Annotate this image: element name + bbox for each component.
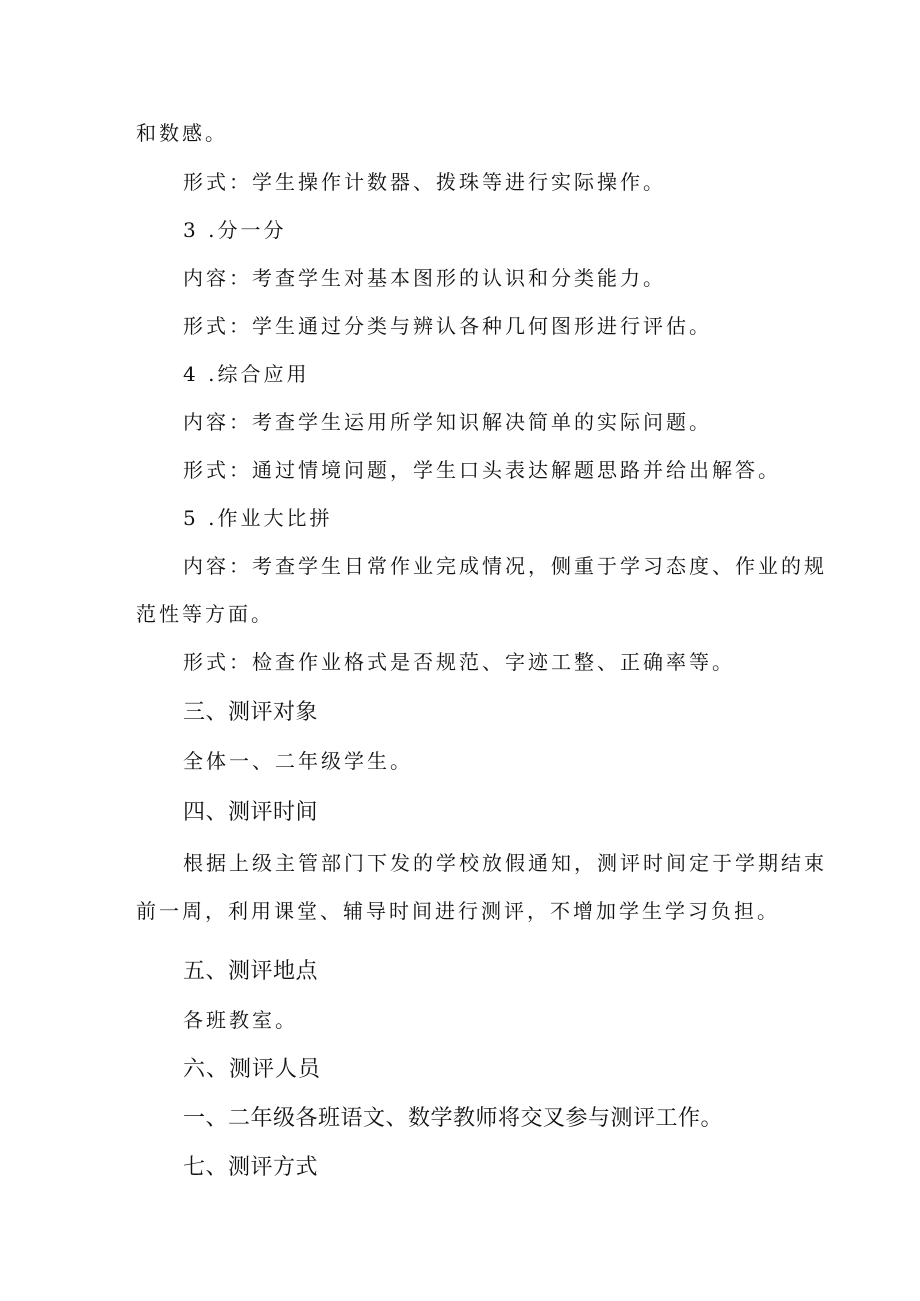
text-line-17: 前一周，利用课堂、辅导时间进行测评，不增加学生学习负担。 bbox=[136, 899, 780, 923]
text-line-5: 形式：学生通过分类与辨认各种几何图形进行评估。 bbox=[183, 314, 712, 338]
text-line-10: 内容：考查学生日常作业完成情况，侧重于学习态度、作业的规 bbox=[183, 554, 827, 578]
list-item-heading-5: 5 .作业大比拼 bbox=[183, 506, 333, 530]
text-line-2: 形式：学生操作计数器、拨珠等进行实际操作。 bbox=[183, 170, 666, 194]
section-heading-5: 五、测评地点 bbox=[183, 959, 319, 984]
list-item-heading-4: 4 .综合应用 bbox=[183, 362, 310, 386]
list-item-heading-3: 3 .分一分 bbox=[183, 218, 287, 242]
section-heading-4: 四、测评时间 bbox=[183, 800, 319, 825]
section-heading-6: 六、测评人员 bbox=[183, 1057, 322, 1082]
text-line-16: 根据上级主管部门下发的学校放假通知，测评时间定于学期结束 bbox=[183, 851, 827, 875]
text-line-21: 一、二年级各班语文、数学教师将交叉参与测评工作。 bbox=[183, 1106, 724, 1131]
text-line-4: 内容：考查学生对基本图形的认识和分类能力。 bbox=[183, 266, 666, 290]
text-line-8: 形式：通过情境问题，学生口头表达解题思路并给出解答。 bbox=[183, 458, 781, 482]
text-line-1: 和数感。 bbox=[136, 121, 228, 145]
text-line-12: 形式：检查作业格式是否规范、字迹工整、正确率等。 bbox=[183, 650, 735, 674]
text-line-11: 范性等方面。 bbox=[136, 602, 274, 626]
text-line-7: 内容：考查学生运用所学知识解决简单的实际问题。 bbox=[183, 410, 712, 434]
section-heading-3: 三、测评对象 bbox=[183, 700, 319, 725]
text-line-14: 全体一、二年级学生。 bbox=[183, 749, 413, 773]
text-line-19: 各班教室。 bbox=[183, 1008, 298, 1032]
section-heading-7: 七、测评方式 bbox=[183, 1155, 319, 1180]
